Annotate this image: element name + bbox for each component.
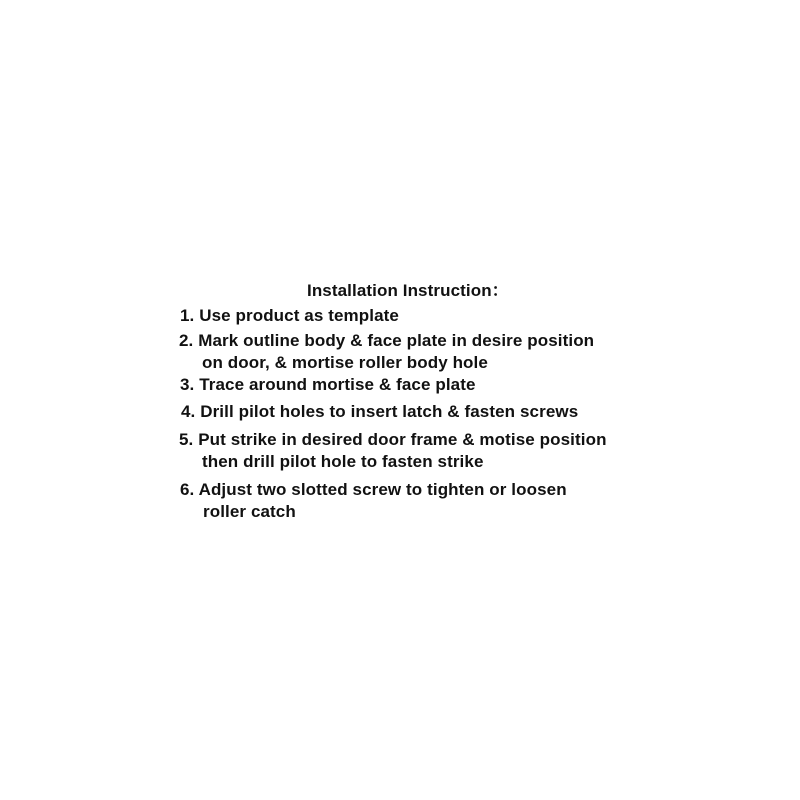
step-3	[180, 374, 476, 396]
step-1-line-1: 1. Use product as template	[180, 306, 399, 325]
step-2-line-2: on door, & mortise roller body hole	[202, 353, 488, 372]
step-6-line-1: 6. Adjust two slotted screw to tighten or loosen	[180, 480, 567, 499]
instructions-title: Installation Instruction：	[307, 281, 509, 300]
step-4	[181, 401, 578, 423]
step-6	[180, 479, 567, 523]
step-1	[180, 305, 399, 327]
step-6-line-2: roller catch	[203, 502, 296, 521]
step-5	[179, 429, 607, 473]
step-2-line-1: 2. Mark outline body & face plate in desire position	[179, 331, 595, 350]
step-2	[179, 330, 594, 374]
step-4-line-1: 4. Drill pilot holes to insert latch & fasten screws	[181, 402, 579, 421]
step-5-line-2: then drill pilot hole to fasten strike	[202, 452, 484, 471]
step-5-line-1: 5. Put strike in desired door frame & motise position	[179, 430, 607, 449]
step-3-line-1: 3. Trace around mortise & face plate	[180, 375, 476, 394]
